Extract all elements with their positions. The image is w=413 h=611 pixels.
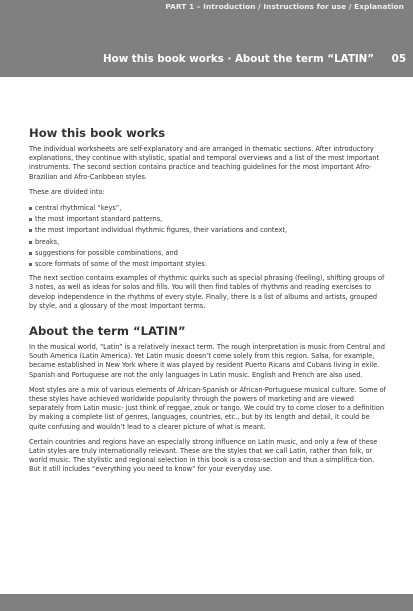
page-footer xyxy=(0,594,413,611)
page-content xyxy=(29,126,387,481)
list-item: suggestions for possible combinations, and xyxy=(29,248,387,259)
list-item: the most important individual rhythmic figures, their variations and context, xyxy=(29,225,387,236)
page-header xyxy=(0,0,413,77)
paragraph: In the musical world, “Latin” is a relatively inexact term. The rough interpretation is music from Central and South America (Latin America). Yet Latin music doesn’t come solely from this region. Salsa, for example, became established in New York where it was played by resident Puerto Ricans and Cubans living in exile. Spanish and Portuguese are not the only languages in Latin music. English and French are also used. xyxy=(29,343,385,379)
section-about-latin xyxy=(29,324,387,475)
list-item: breaks, xyxy=(29,237,387,248)
paragraph: Most styles are a mix of various elements of African-Spanish or African-Portuguese musical culture. Some of these styles have achieved worldwide popularity through the powers of marketing and are viewed separately from Latin music- just think of reggae, zouk or tango. We could try to come closer to a definition by making a complete list of genres, languages, countries, etc., but by its length and detail, it could be quite confusing and wouldn’t lead to a clearer picture of what is meant. xyxy=(29,385,386,431)
list-item: the most important standard patterns, xyxy=(29,214,387,225)
breadcrumb: PART 1 – Introduction / Instructions for use / Explanation xyxy=(165,2,404,11)
section-how-this-book-works xyxy=(29,126,387,311)
page-number: 05 xyxy=(391,53,406,65)
bullet-list xyxy=(29,203,387,270)
paragraph: The next section contains examples of rhythmic quirks such as special phrasing (feeling), shifting groups of 3 notes, as well as ideas for solos and fills. You will then find tables of rhythms and reading exercises to develop independence in the rhythms of every style. Finally, there is a list of albums and artists, grouped by style, and a glossary of the most important terms. xyxy=(29,274,385,310)
section-heading: About the term “LATIN” xyxy=(29,324,186,339)
list-item: score formats of some of the most important styles. xyxy=(29,259,387,270)
page-title: How this book works · About the term “LATIN” xyxy=(103,53,375,65)
paragraph: The individual worksheets are self-explanatory and are arranged in thematic sections. After introductory explanations, they continue with stylistic, spatial and temporal overviews and a list of the most important instruments. The second section contains practice and teaching guidelines for the most important Afro-Brazilian and Afro-Caribbean styles. xyxy=(29,145,380,181)
list-item: central rhythmical “keys”, xyxy=(29,203,387,214)
paragraph: These are divided into: xyxy=(29,187,105,196)
paragraph: Certain countries and regions have an especially strong influence on Latin music, and only a few of these Latin styles are truly internationally relevant. These are the styles that we call Latin, rather than folk, or world music. The stylistic and regional selection in this book is a cross-section and thus a simplifica-tion. But it still includes “everything you need to know” for your everyday use. xyxy=(29,437,378,474)
section-heading: How this book works xyxy=(29,126,166,140)
